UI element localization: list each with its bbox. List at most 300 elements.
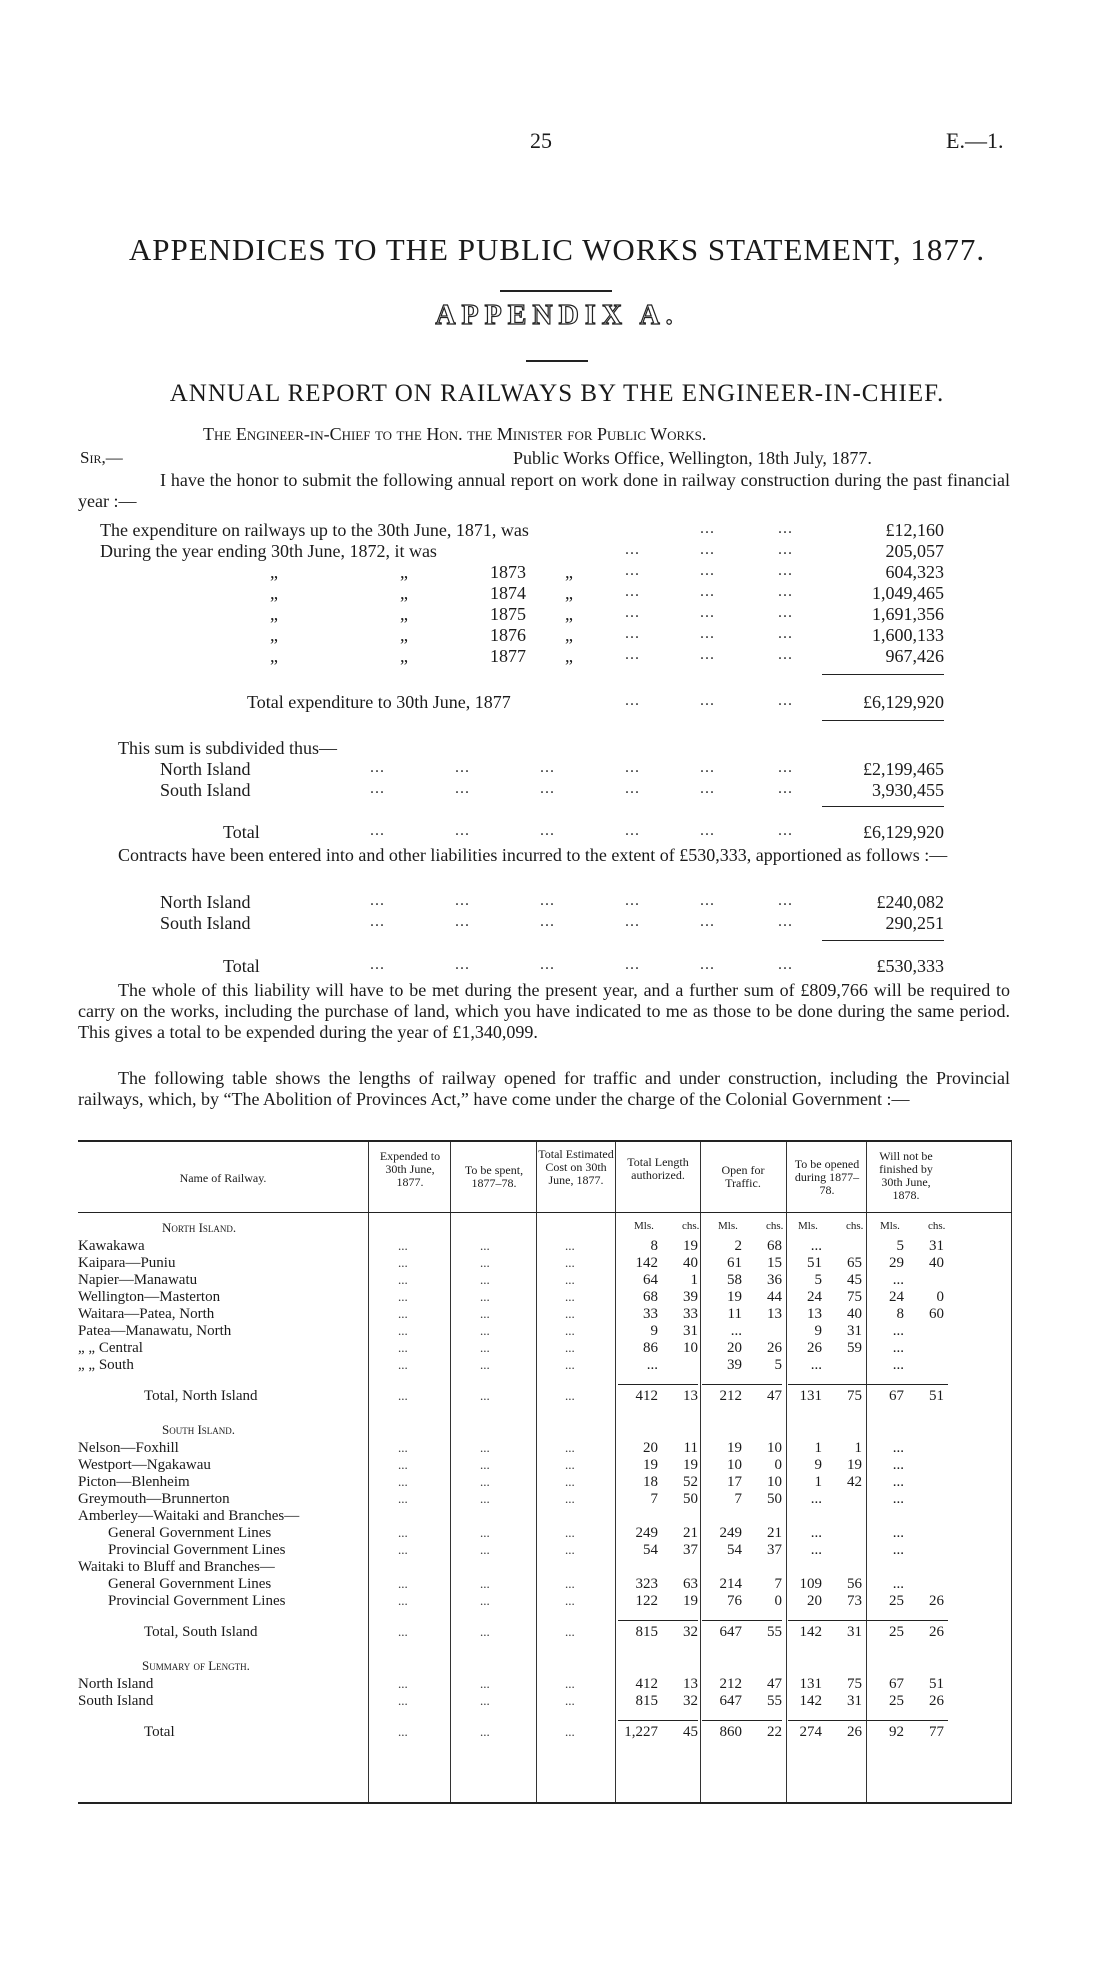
table-row-name: Nelson—Foxhill [78,1440,179,1456]
cell-miles: 1 [814,1474,822,1490]
address-line: The Engineer-in-Chief to the Hon. the Minister for Public Works. [203,424,707,444]
cell-miles: 19 [727,1440,742,1456]
leader-dots: ... [480,1340,490,1355]
cell-miles: 10 [727,1457,742,1473]
leader-dots: ... [540,913,555,930]
cell-miles: ... [892,1474,904,1490]
leader-dots: ... [480,1576,490,1591]
expenditure-total-label: Total expenditure to 30th June, 1877 [247,692,511,712]
leader-dots: ... [565,1624,575,1639]
leader-dots: ... [540,822,555,839]
section-heading: South Island. [162,1422,236,1437]
cell-chains: 13 [767,1306,782,1322]
expenditure-value: 967,426 [885,646,944,666]
document-reference: E.—1. [946,128,1004,153]
leader-dots: ... [370,759,385,776]
sum-rule [822,674,944,675]
cell-chains: 7 [774,1576,782,1592]
leader-dots: ... [778,780,793,797]
leader-dots: ... [625,583,640,600]
leader-dots: ... [455,759,470,776]
leader-dots: ... [398,1440,408,1455]
table-row-name: Greymouth—Brunnerton [78,1491,230,1507]
cell-miles: 131 [799,1388,822,1404]
subtotal-rule [788,1720,868,1721]
leader-dots: ... [480,1388,490,1403]
leader-dots: ... [398,1289,408,1304]
cell-miles: 51 [807,1255,822,1271]
leader-dots: ... [480,1724,490,1739]
table-row-name: Westport—Ngakawau [78,1457,211,1473]
section-heading: Summary of Length. [142,1658,250,1673]
cell-miles: ... [892,1340,904,1356]
leader-dots: ... [778,956,793,973]
leader-dots: ... [778,913,793,930]
leader-dots: ... [565,1542,575,1557]
intro-paragraph: I have the honor to submit the following annual report on work done in railway construction during the past financial year :— [78,470,1010,511]
header-name: Name of Railway. [179,1171,267,1185]
unit-label: Mls. [880,1220,900,1232]
leader-dots: ... [480,1357,490,1372]
table-row-name: „ „ Central [78,1340,143,1356]
cell-miles: 7 [650,1491,658,1507]
cell-miles: 17 [727,1474,742,1490]
cell-miles: 29 [889,1255,904,1271]
column-divider [536,1142,537,1802]
table-row-name: South Island [78,1693,154,1709]
cell-miles: 20 [643,1440,658,1456]
cell-miles: 9 [650,1323,658,1339]
cell-chains: 73 [847,1593,862,1609]
subtotal-rule [702,1620,782,1621]
leader-dots: ... [398,1724,408,1739]
leader-dots: ... [700,892,715,909]
cell-chains: 47 [767,1676,782,1692]
railway-table [78,1140,1012,1804]
cell-miles: ... [892,1491,904,1507]
contracts-south-value: 290,251 [885,913,944,933]
cell-chains: 40 [683,1255,698,1271]
cell-miles: 274 [799,1724,822,1740]
cell-miles: 20 [807,1593,822,1609]
leader-dots: ... [370,956,385,973]
cell-miles: 61 [727,1255,742,1271]
cell-chains: 55 [767,1693,782,1709]
leader-dots: ... [540,780,555,797]
expenditure-year: 1875 [490,604,526,624]
section-heading: North Island. [162,1220,237,1235]
cell-miles: 131 [799,1676,822,1692]
leader-dots: ... [700,692,715,709]
subdivision-intro: This sum is subdivided thus— [118,738,338,758]
leader-dots: ... [778,520,793,537]
leader-dots: ... [625,956,640,973]
leader-dots: ... [565,1238,575,1253]
cell-miles: 68 [643,1289,658,1305]
cell-chains: 31 [847,1693,862,1709]
cell-miles: 8 [896,1306,904,1322]
contracts-total-label: Total [223,956,260,976]
cell-chains: 19 [683,1593,698,1609]
cell-miles: 815 [635,1624,658,1640]
leader-dots: ... [565,1388,575,1403]
leader-dots: ... [370,892,385,909]
cell-miles: 249 [719,1525,742,1541]
office-date: Public Works Office, Wellington, 18th July, 1877. [513,448,872,468]
leader-dots: ... [455,913,470,930]
leader-dots: ... [778,625,793,642]
cell-miles: ... [810,1542,822,1558]
cell-chains: 0 [774,1457,782,1473]
subtotal-rule [618,1620,698,1621]
cell-chains: 31 [847,1624,862,1640]
leader-dots: ... [625,541,640,558]
expenditure-first-value: £12,160 [885,520,944,540]
unit-label: Mls. [634,1220,654,1232]
leader-dots: ... [700,646,715,663]
subtotal-rule [868,1720,948,1721]
cell-chains: 51 [929,1676,944,1692]
expenditure-total-value: £6,129,920 [863,692,944,712]
ditto-mark: „ [270,583,278,603]
cell-miles: 212 [719,1388,742,1404]
ditto-mark: „ [270,625,278,645]
contracts-north-label: North Island [160,892,251,912]
sum-rule [822,720,944,721]
subtotal-rule [618,1384,698,1385]
subdivision-south-value: 3,930,455 [872,780,944,800]
leader-dots: ... [480,1676,490,1691]
leader-dots: ... [398,1474,408,1489]
leader-dots: ... [398,1272,408,1287]
table-row-name: Waitara—Patea, North [78,1306,215,1322]
leader-dots: ... [565,1474,575,1489]
ditto-mark: „ [565,604,573,624]
table-row-name: Kaipara—Puniu [78,1255,176,1271]
cell-miles: 67 [889,1676,904,1692]
cell-chains: 51 [929,1388,944,1404]
leader-dots: ... [625,780,640,797]
leader-dots: ... [398,1388,408,1403]
leader-dots: ... [565,1289,575,1304]
leader-dots: ... [625,892,640,909]
header-expended: Expended to 30th June, 1877. [379,1149,441,1189]
subtotal-rule [618,1720,698,1721]
cell-chains: 19 [847,1457,862,1473]
expenditure-value: 1,049,465 [872,583,944,603]
cell-chains: 13 [683,1676,698,1692]
cell-chains: 13 [683,1388,698,1404]
table-row-name: Patea—Manawatu, North [78,1323,232,1339]
leader-dots: ... [700,562,715,579]
header-open: Open for Traffic. [721,1163,765,1190]
leader-dots: ... [625,625,640,642]
cell-chains: 45 [683,1724,698,1740]
leader-dots: ... [778,646,793,663]
leader-dots: ... [480,1440,490,1455]
leader-dots: ... [398,1593,408,1608]
cell-chains: 10 [767,1474,782,1490]
cell-chains: 15 [767,1255,782,1271]
cell-chains: 1 [690,1272,698,1288]
cell-chains: 65 [847,1255,862,1271]
cell-chains: 26 [929,1624,944,1640]
subtotal-rule [868,1384,948,1385]
column-divider [700,1142,701,1802]
leader-dots: ... [700,780,715,797]
cell-chains: 26 [767,1340,782,1356]
cell-miles: 5 [896,1238,904,1254]
table-row-name: Provincial Government Lines [108,1542,286,1558]
cell-miles: ... [646,1357,658,1373]
cell-chains: 40 [929,1255,944,1271]
ditto-mark: „ [400,646,408,666]
cell-chains: 10 [683,1340,698,1356]
report-title: ANNUAL REPORT ON RAILWAYS BY THE ENGINEER-IN-CHIEF. [169,380,945,407]
cell-miles: ... [810,1238,822,1254]
leader-dots: ... [625,562,640,579]
ditto-mark: „ [565,583,573,603]
cell-miles: 860 [719,1724,742,1740]
cell-chains: 26 [847,1724,862,1740]
cell-miles: 86 [643,1340,658,1356]
ditto-mark: „ [270,562,278,582]
cell-chains: 42 [847,1474,862,1490]
page-title: APPENDICES TO THE PUBLIC WORKS STATEMENT, 1877. [128,232,986,267]
leader-dots: ... [480,1624,490,1639]
leader-dots: ... [398,1624,408,1639]
cell-chains: 50 [683,1491,698,1507]
leader-dots: ... [565,1323,575,1338]
cell-miles: 39 [727,1357,742,1373]
leader-dots: ... [700,759,715,776]
cell-chains: 45 [847,1272,862,1288]
cell-miles: 24 [807,1289,822,1305]
cell-chains: 0 [936,1289,944,1305]
leader-dots: ... [565,1593,575,1608]
leader-dots: ... [398,1340,408,1355]
subdivision-total-value: £6,129,920 [863,822,944,842]
table-row-name: Picton—Blenheim [78,1474,190,1490]
leader-dots: ... [778,562,793,579]
cell-chains: 1 [854,1440,862,1456]
cell-chains: 33 [683,1306,698,1322]
table-row-name: North Island [78,1676,154,1692]
cell-miles: 9 [814,1323,822,1339]
cell-miles: 33 [643,1306,658,1322]
cell-miles: 2 [734,1238,742,1254]
leader-dots: ... [398,1676,408,1691]
sum-rule [822,806,944,807]
appendix-rule [526,360,588,362]
column-divider [786,1142,787,1802]
cell-chains: 37 [767,1542,782,1558]
subtotal-rule [788,1620,868,1621]
leader-dots: ... [480,1474,490,1489]
cell-miles: 64 [643,1272,658,1288]
cell-chains: 59 [847,1340,862,1356]
leader-dots: ... [398,1576,408,1591]
cell-miles: ... [892,1357,904,1373]
cell-miles: 1,227 [624,1724,658,1740]
leader-dots: ... [370,913,385,930]
expenditure-second-value: 205,057 [885,541,944,561]
leader-dots: ... [625,692,640,709]
ditto-mark: „ [400,625,408,645]
cell-chains: 55 [767,1624,782,1640]
leader-dots: ... [565,1525,575,1540]
contracts-south-label: South Island [160,913,251,933]
cell-miles: 25 [889,1624,904,1640]
liability-paragraph: The whole of this liability will have to be met during the present year, and a further sum of £809,766 will be required to carry on the works, including the purchase of land, which you have indicated to me as those to be done during the same period. This gives a total to be expended during the year of £1,340,099. [78,980,1010,1042]
expenditure-value: 604,323 [885,562,944,582]
table-row-name: Total, South Island [144,1624,258,1640]
leader-dots: ... [778,759,793,776]
leader-dots: ... [565,1724,575,1739]
cell-chains: 75 [847,1289,862,1305]
cell-chains: 75 [847,1676,862,1692]
leader-dots: ... [370,822,385,839]
ditto-mark: „ [400,604,408,624]
column-divider [450,1142,451,1802]
leader-dots: ... [398,1238,408,1253]
cell-miles: 5 [814,1272,822,1288]
leader-dots: ... [370,780,385,797]
cell-miles: 54 [727,1542,742,1558]
column-divider [615,1142,616,1802]
leader-dots: ... [565,1306,575,1321]
cell-miles: 24 [889,1289,904,1305]
ditto-mark: „ [565,646,573,666]
cell-miles: ... [730,1323,742,1339]
leader-dots: ... [778,583,793,600]
cell-miles: 25 [889,1693,904,1709]
leader-dots: ... [540,759,555,776]
column-divider [866,1142,867,1802]
cell-chains: 68 [767,1238,782,1254]
leader-dots: ... [778,692,793,709]
table-row-name: Kawakawa [78,1238,145,1254]
leader-dots: ... [625,759,640,776]
cell-miles: 25 [889,1593,904,1609]
ditto-mark: „ [270,646,278,666]
cell-miles: 58 [727,1272,742,1288]
leader-dots: ... [778,541,793,558]
cell-miles: ... [810,1357,822,1373]
expenditure-year: 1874 [490,583,526,603]
cell-miles: 20 [727,1340,742,1356]
cell-chains: 77 [929,1724,944,1740]
leader-dots: ... [625,604,640,621]
leader-dots: ... [455,780,470,797]
cell-chains: 63 [683,1576,698,1592]
header-estimated: Total Estimated Cost on 30th June, 1877. [538,1147,614,1187]
leader-dots: ... [455,956,470,973]
leader-dots: ... [398,1323,408,1338]
table-row-name: Wellington—Masterton [78,1289,221,1305]
cell-chains: 19 [683,1238,698,1254]
leader-dots: ... [700,583,715,600]
leader-dots: ... [398,1255,408,1270]
cell-miles: ... [892,1457,904,1473]
leader-dots: ... [565,1576,575,1591]
header-to-open: To be opened during 1877–78. [794,1157,860,1197]
leader-dots: ... [480,1542,490,1557]
leader-dots: ... [700,956,715,973]
cell-chains: 19 [683,1457,698,1473]
column-divider [1011,1142,1012,1802]
subtotal-rule [702,1720,782,1721]
cell-chains: 75 [847,1388,862,1404]
column-divider [368,1142,369,1802]
leader-dots: ... [398,1457,408,1472]
table-row-name: Amberley—Waitaki and Branches— [78,1508,300,1524]
leader-dots: ... [565,1340,575,1355]
cell-chains: 26 [929,1593,944,1609]
cell-chains: 44 [767,1289,782,1305]
cell-chains: 10 [767,1440,782,1456]
leader-dots: ... [625,822,640,839]
ditto-mark: „ [565,625,573,645]
cell-miles: 67 [889,1388,904,1404]
cell-miles: 19 [727,1289,742,1305]
table-row-name: General Government Lines [108,1525,272,1541]
unit-label: chs. [682,1220,700,1232]
leader-dots: ... [700,913,715,930]
cell-miles: 26 [807,1340,822,1356]
unit-label: chs. [846,1220,864,1232]
cell-miles: ... [892,1542,904,1558]
leader-dots: ... [565,1676,575,1691]
cell-chains: 26 [929,1693,944,1709]
leader-dots: ... [480,1323,490,1338]
leader-dots: ... [700,625,715,642]
leader-dots: ... [480,1693,490,1708]
cell-chains: 50 [767,1491,782,1507]
leader-dots: ... [480,1593,490,1608]
cell-chains: 31 [847,1323,862,1339]
cell-miles: 214 [719,1576,742,1592]
leader-dots: ... [398,1357,408,1372]
subtotal-rule [702,1384,782,1385]
ditto-mark: „ [400,583,408,603]
leader-dots: ... [778,822,793,839]
leader-dots: ... [480,1525,490,1540]
contracts-north-value: £240,082 [876,892,944,912]
ditto-mark: „ [400,562,408,582]
leader-dots: ... [455,892,470,909]
cell-miles: 142 [799,1693,822,1709]
cell-chains: 40 [847,1306,862,1322]
subdivision-total-label: Total [223,822,260,842]
leader-dots: ... [455,822,470,839]
subdivision-south-label: South Island [160,780,251,800]
cell-miles: 19 [643,1457,658,1473]
subtotal-rule [788,1384,868,1385]
leader-dots: ... [625,913,640,930]
leader-dots: ... [625,646,640,663]
cell-miles: 122 [635,1593,658,1609]
cell-chains: 0 [774,1593,782,1609]
table-row-name: Waitaki to Bluff and Branches— [78,1559,275,1575]
cell-chains: 31 [929,1238,944,1254]
leader-dots: ... [778,604,793,621]
cell-miles: 109 [799,1576,822,1592]
cell-miles: 647 [719,1693,742,1709]
page-number: 25 [530,128,552,153]
cell-miles: 212 [719,1676,742,1692]
table-row-name: General Government Lines [108,1576,272,1592]
